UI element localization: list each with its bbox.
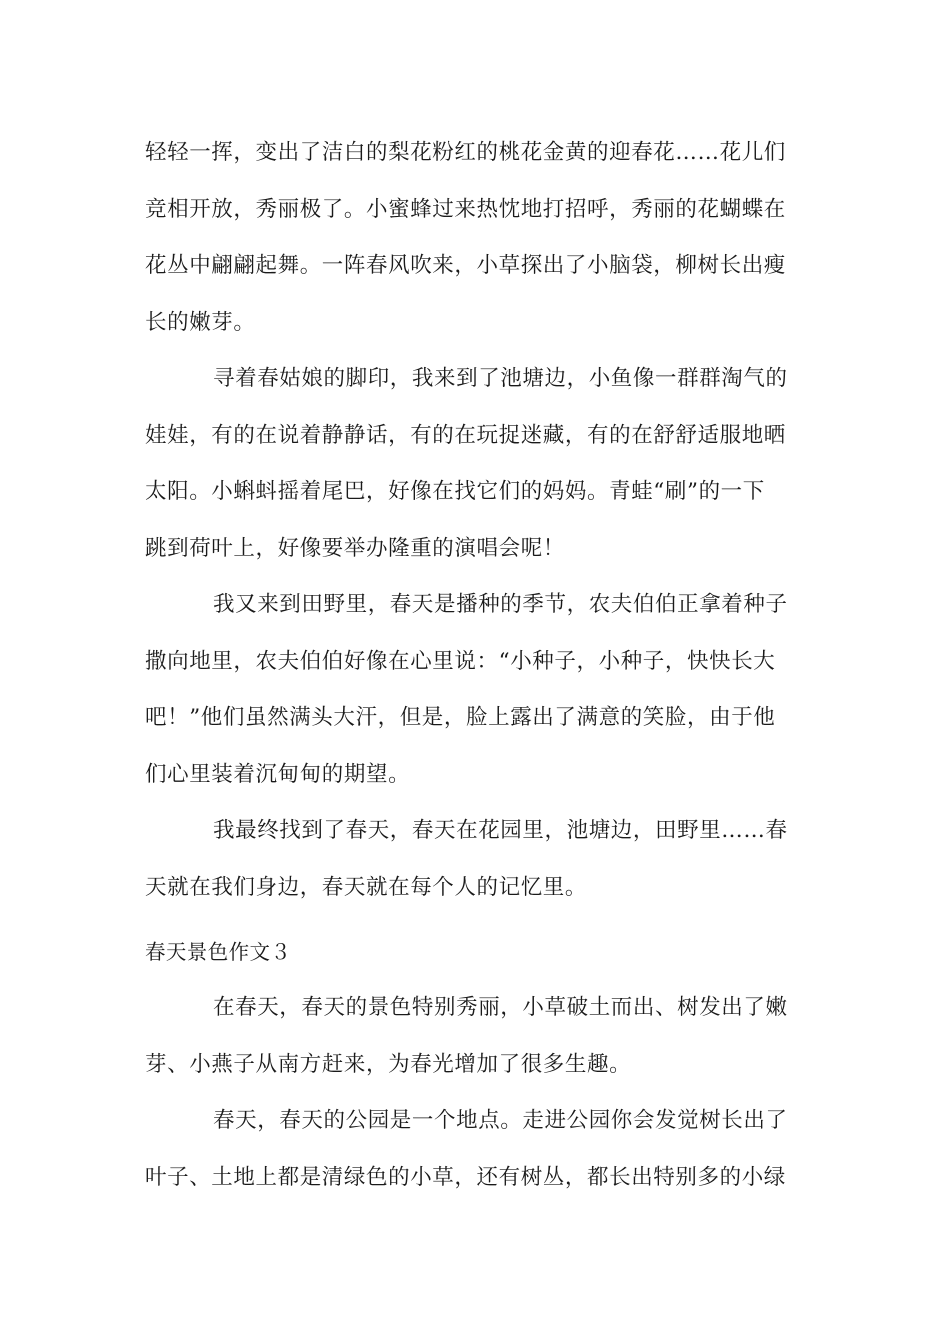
paragraph-line: 花丛中翩翩起舞。一阵春风吹来，小草探出了小脑袋，柳树长出瘦 <box>145 253 786 278</box>
paragraph-line: 寻着春姑娘的脚印，我来到了池塘边，小鱼像一群群淘气的 <box>213 366 788 391</box>
paragraph-line: 我最终找到了春天，春天在花园里，池塘边，田野里……春 <box>213 818 788 843</box>
section-heading: 春天景色作文３ <box>145 940 292 964</box>
paragraph-line: 长的嫩芽。 <box>145 310 256 335</box>
paragraph-line: 跳到荷叶上，好像要举办隆重的演唱会呢！ <box>145 536 565 561</box>
paragraph-line: 天就在我们身边，春天就在每个人的记忆里。 <box>145 875 588 900</box>
paragraph-line: 撒向地里，农夫伯伯好像在心里说：“小种子，小种子，快快长大 <box>145 649 776 674</box>
paragraph-line: 在春天，春天的景色特别秀丽，小草破土而出、树发出了嫩 <box>213 995 788 1020</box>
paragraph-line: 春天，春天的公园是一个地点。走进公园你会发觉树长出了 <box>213 1108 788 1133</box>
paragraph-line: 太阳。小蝌蚪摇着尾巴，好像在找它们的妈妈。青蛙“刷”的一下 <box>145 479 765 504</box>
paragraph-line: 们心里装着沉甸甸的期望。 <box>145 762 411 787</box>
paragraph-line: 轻轻一挥，变出了洁白的梨花粉红的桃花金黄的迎春花……花儿们 <box>145 140 786 165</box>
paragraph-line: 我又来到田野里，春天是播种的季节，农夫伯伯正拿着种子 <box>213 592 788 617</box>
paragraph-line: 芽、小燕子从南方赶来，为春光增加了很多生趣。 <box>145 1052 632 1077</box>
paragraph-line: 叶子、土地上都是清绿色的小草，还有树丛，都长出特别多的小绿 <box>145 1165 786 1190</box>
paragraph-line: 吧！”他们虽然满头大汗，但是，脸上露出了满意的笑脸，由于他 <box>145 705 776 730</box>
paragraph-line: 娃娃，有的在说着静静话，有的在玩捉迷藏，有的在舒舒适服地晒 <box>145 423 786 448</box>
paragraph-line: 竞相开放，秀丽极了。小蜜蜂过来热忱地打招呼，秀丽的花蝴蝶在 <box>145 197 786 222</box>
